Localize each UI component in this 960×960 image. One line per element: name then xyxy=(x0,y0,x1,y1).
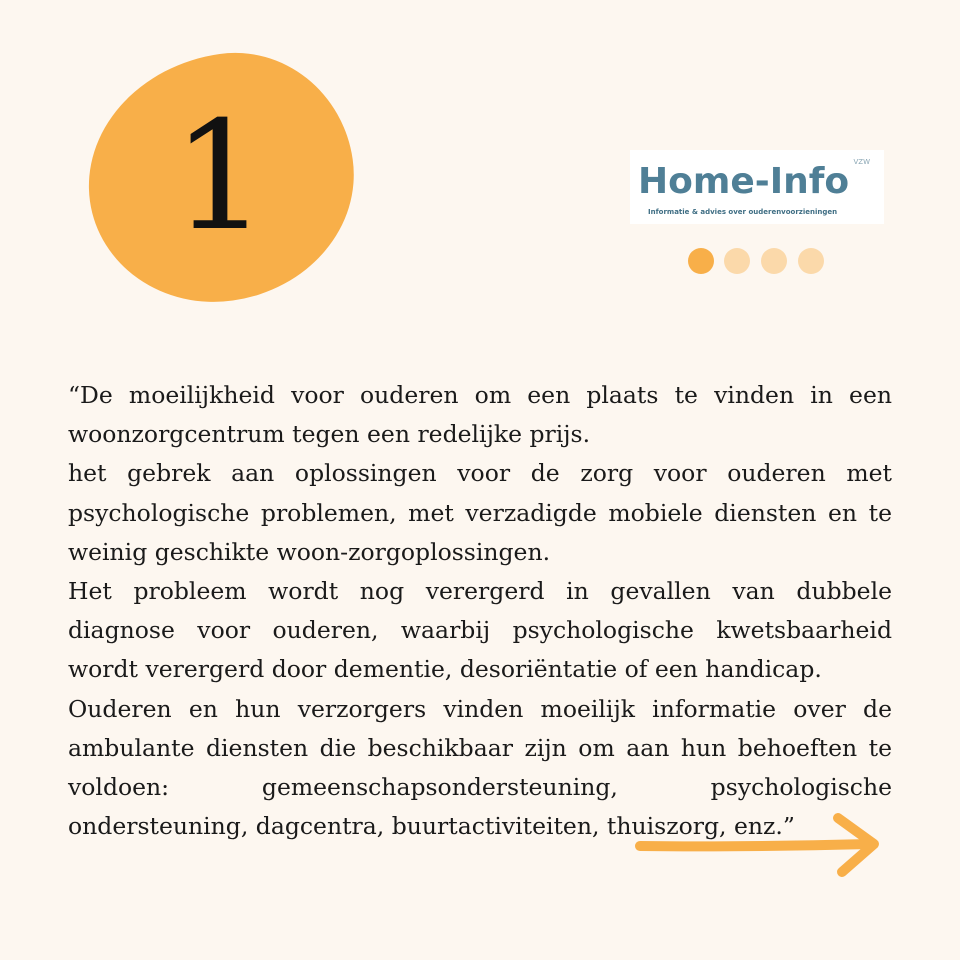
logo-subtitle: Informatie & advies over ouderenvoorzieningen xyxy=(648,208,838,216)
paragraph-1: “De moeilijkheid voor ouderen om een plaats te vinden in een woonzorgcentrum tegen een redelijke prijs. xyxy=(68,381,892,449)
arrow-right-icon[interactable] xyxy=(630,806,890,886)
home-info-logo xyxy=(630,150,884,224)
logo-vzw: VZW xyxy=(853,158,870,166)
paragraph-3: Het probleem wordt nog verergerd in gevallen van dubbele diagnose voor ouderen, waarbij psychologische kwetsbaarheid wordt verergerd door dementie, desoriëntatie of een handicap. xyxy=(68,577,892,684)
logo-title: Home-Info xyxy=(638,161,850,202)
pagination-dot-1[interactable] xyxy=(688,248,714,274)
pagination-dot-4[interactable] xyxy=(798,248,824,274)
paragraph-4: Ouderen en hun verzorgers vinden moeilijk informatie over de ambulante diensten die beschikbaar zijn om aan hun behoeften te voldoen: gemeenschapsondersteuning, psychologische ondersteuning, dagcentra, buurtactiviteiten, thuiszorg, enz.” xyxy=(68,694,892,841)
pagination-dot-3[interactable] xyxy=(761,248,787,274)
paragraph-2: het gebrek aan oplossingen voor de zorg voor ouderen met psychologische problemen, met verzadigde mobiele diensten en te weinig geschikte woon-zorgoplossingen. xyxy=(68,459,892,566)
slide-number: 1 xyxy=(172,90,268,264)
pagination-dot-2[interactable] xyxy=(724,248,750,274)
quote-text xyxy=(68,376,892,846)
